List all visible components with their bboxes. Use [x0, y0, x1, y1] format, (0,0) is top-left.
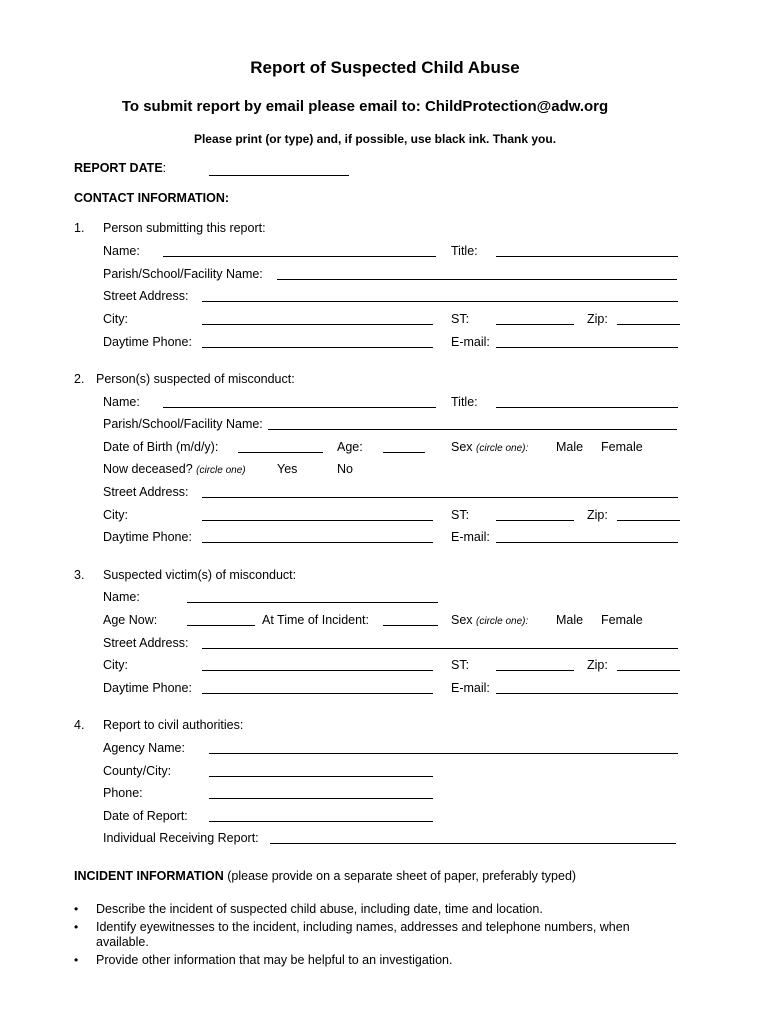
s1-email-field[interactable]: [496, 347, 678, 348]
s3-sex-female-option[interactable]: Female: [601, 613, 643, 627]
s3-sex-male-option[interactable]: Male: [556, 613, 584, 627]
s4-county-label: County/City:: [103, 764, 172, 778]
s3-zip-field[interactable]: [617, 670, 680, 671]
section-2-number: 2.: [74, 372, 85, 386]
s4-individual-field[interactable]: [270, 843, 676, 844]
s2-zip-label: Zip:: [587, 508, 608, 522]
s1-title-field[interactable]: [496, 256, 678, 257]
s2-deceased-label: Now deceased? (circle one): [103, 462, 246, 476]
s1-zip-field[interactable]: [617, 324, 680, 325]
s3-street-label: Street Address:: [103, 636, 189, 650]
s2-city-field[interactable]: [202, 520, 433, 521]
print-note: Please print (or type) and, if possible, use black ink. Thank you.: [193, 132, 557, 146]
s2-street-field[interactable]: [202, 497, 678, 498]
s3-street-field[interactable]: [202, 648, 678, 649]
s4-county-field[interactable]: [209, 776, 433, 777]
s1-phone-label: Daytime Phone:: [103, 335, 192, 349]
section-1-heading: Person submitting this report:: [103, 221, 266, 235]
s4-individual-label: Individual Receiving Report:: [103, 831, 259, 845]
email-instructions: To submit report by email please email to: ChildProtection@adw.org: [121, 98, 609, 115]
s3-email-label: E-mail:: [451, 681, 490, 695]
s4-date-label: Date of Report:: [103, 809, 188, 823]
s3-at-time-label: At Time of Incident:: [262, 613, 369, 627]
incident-bullet-2-continued: available.: [96, 935, 149, 949]
s2-name-label: Name:: [103, 395, 140, 409]
s2-sex-female-option[interactable]: Female: [601, 440, 643, 454]
section-4-heading: Report to civil authorities:: [103, 718, 244, 732]
s3-phone-field[interactable]: [202, 693, 433, 694]
s2-parish-field[interactable]: [268, 429, 677, 430]
s2-email-label: E-mail:: [451, 530, 490, 544]
s1-street-label: Street Address:: [103, 289, 189, 303]
s2-st-label: ST:: [451, 508, 470, 522]
incident-bullet-1: Describe the incident of suspected child abuse, including date, time and location.: [96, 902, 543, 916]
s3-city-field[interactable]: [202, 670, 433, 671]
s3-st-label: ST:: [451, 658, 470, 672]
section-2-heading: Person(s) suspected of misconduct:: [96, 372, 295, 386]
incident-bullet-3: Provide other information that may be helpful to an investigation.: [96, 953, 453, 967]
s2-dob-label: Date of Birth (m/d/y):: [103, 440, 219, 454]
s2-st-field[interactable]: [496, 520, 574, 521]
s3-name-label: Name:: [103, 590, 140, 604]
s2-sex-label: Sex (circle one):: [451, 440, 529, 454]
s2-name-field[interactable]: [163, 407, 436, 408]
report-date-field[interactable]: [209, 175, 349, 176]
s3-sex-label: Sex (circle one):: [451, 613, 529, 627]
s2-age-field[interactable]: [383, 452, 425, 453]
s1-street-field[interactable]: [202, 301, 678, 302]
s2-phone-field[interactable]: [202, 542, 433, 543]
s2-phone-label: Daytime Phone:: [103, 530, 192, 544]
s2-title-label: Title:: [451, 395, 478, 409]
s1-title-label: Title:: [451, 244, 478, 258]
s3-age-now-field[interactable]: [187, 625, 255, 626]
s1-city-label: City:: [103, 312, 128, 326]
report-date-label: REPORT DATE:: [74, 161, 167, 175]
s1-zip-label: Zip:: [587, 312, 608, 326]
incident-heading: INCIDENT INFORMATION (please provide on a separate sheet of paper, preferably typed): [74, 869, 577, 883]
s1-phone-field[interactable]: [202, 347, 433, 348]
s2-city-label: City:: [103, 508, 128, 522]
s4-phone-field[interactable]: [209, 798, 433, 799]
section-4-number: 4.: [74, 718, 85, 732]
s2-dob-field[interactable]: [238, 452, 323, 453]
s4-agency-field[interactable]: [209, 753, 678, 754]
s2-deceased-yes-option[interactable]: Yes: [277, 462, 298, 476]
s2-deceased-no-option[interactable]: No: [337, 462, 353, 476]
s1-parish-label: Parish/School/Facility Name:: [103, 267, 263, 281]
s3-phone-label: Daytime Phone:: [103, 681, 192, 695]
s3-zip-label: Zip:: [587, 658, 608, 672]
s1-st-label: ST:: [451, 312, 470, 326]
s4-date-field[interactable]: [209, 821, 433, 822]
s1-city-field[interactable]: [202, 324, 433, 325]
s2-email-field[interactable]: [496, 542, 678, 543]
incident-bullet-2: Identify eyewitnesses to the incident, including names, addresses and telephone numbers, when: [96, 920, 630, 934]
s2-zip-field[interactable]: [617, 520, 680, 521]
s4-phone-label: Phone:: [103, 786, 143, 800]
s2-sex-male-option[interactable]: Male: [556, 440, 584, 454]
s3-age-now-label: Age Now:: [103, 613, 158, 627]
s4-agency-label: Agency Name:: [103, 741, 185, 755]
s3-at-time-field[interactable]: [383, 625, 438, 626]
s1-parish-field[interactable]: [277, 279, 677, 280]
s3-city-label: City:: [103, 658, 128, 672]
s3-name-field[interactable]: [187, 602, 438, 603]
s2-parish-label: Parish/School/Facility Name:: [103, 417, 263, 431]
s2-title-field[interactable]: [496, 407, 678, 408]
section-1-number: 1.: [74, 221, 85, 235]
s1-st-field[interactable]: [496, 324, 574, 325]
s1-name-field[interactable]: [163, 256, 436, 257]
contact-heading: CONTACT INFORMATION:: [74, 191, 230, 205]
bullet-icon: •: [74, 902, 79, 916]
s1-email-label: E-mail:: [451, 335, 490, 349]
bullet-icon: •: [74, 920, 79, 934]
bullet-icon: •: [74, 953, 79, 967]
s2-street-label: Street Address:: [103, 485, 189, 499]
page-title: Report of Suspected Child Abuse: [250, 58, 520, 77]
section-3-number: 3.: [74, 568, 85, 582]
section-3-heading: Suspected victim(s) of misconduct:: [103, 568, 297, 582]
s3-st-field[interactable]: [496, 670, 574, 671]
s3-email-field[interactable]: [496, 693, 678, 694]
s2-age-label: Age:: [337, 440, 363, 454]
s1-name-label: Name:: [103, 244, 140, 258]
